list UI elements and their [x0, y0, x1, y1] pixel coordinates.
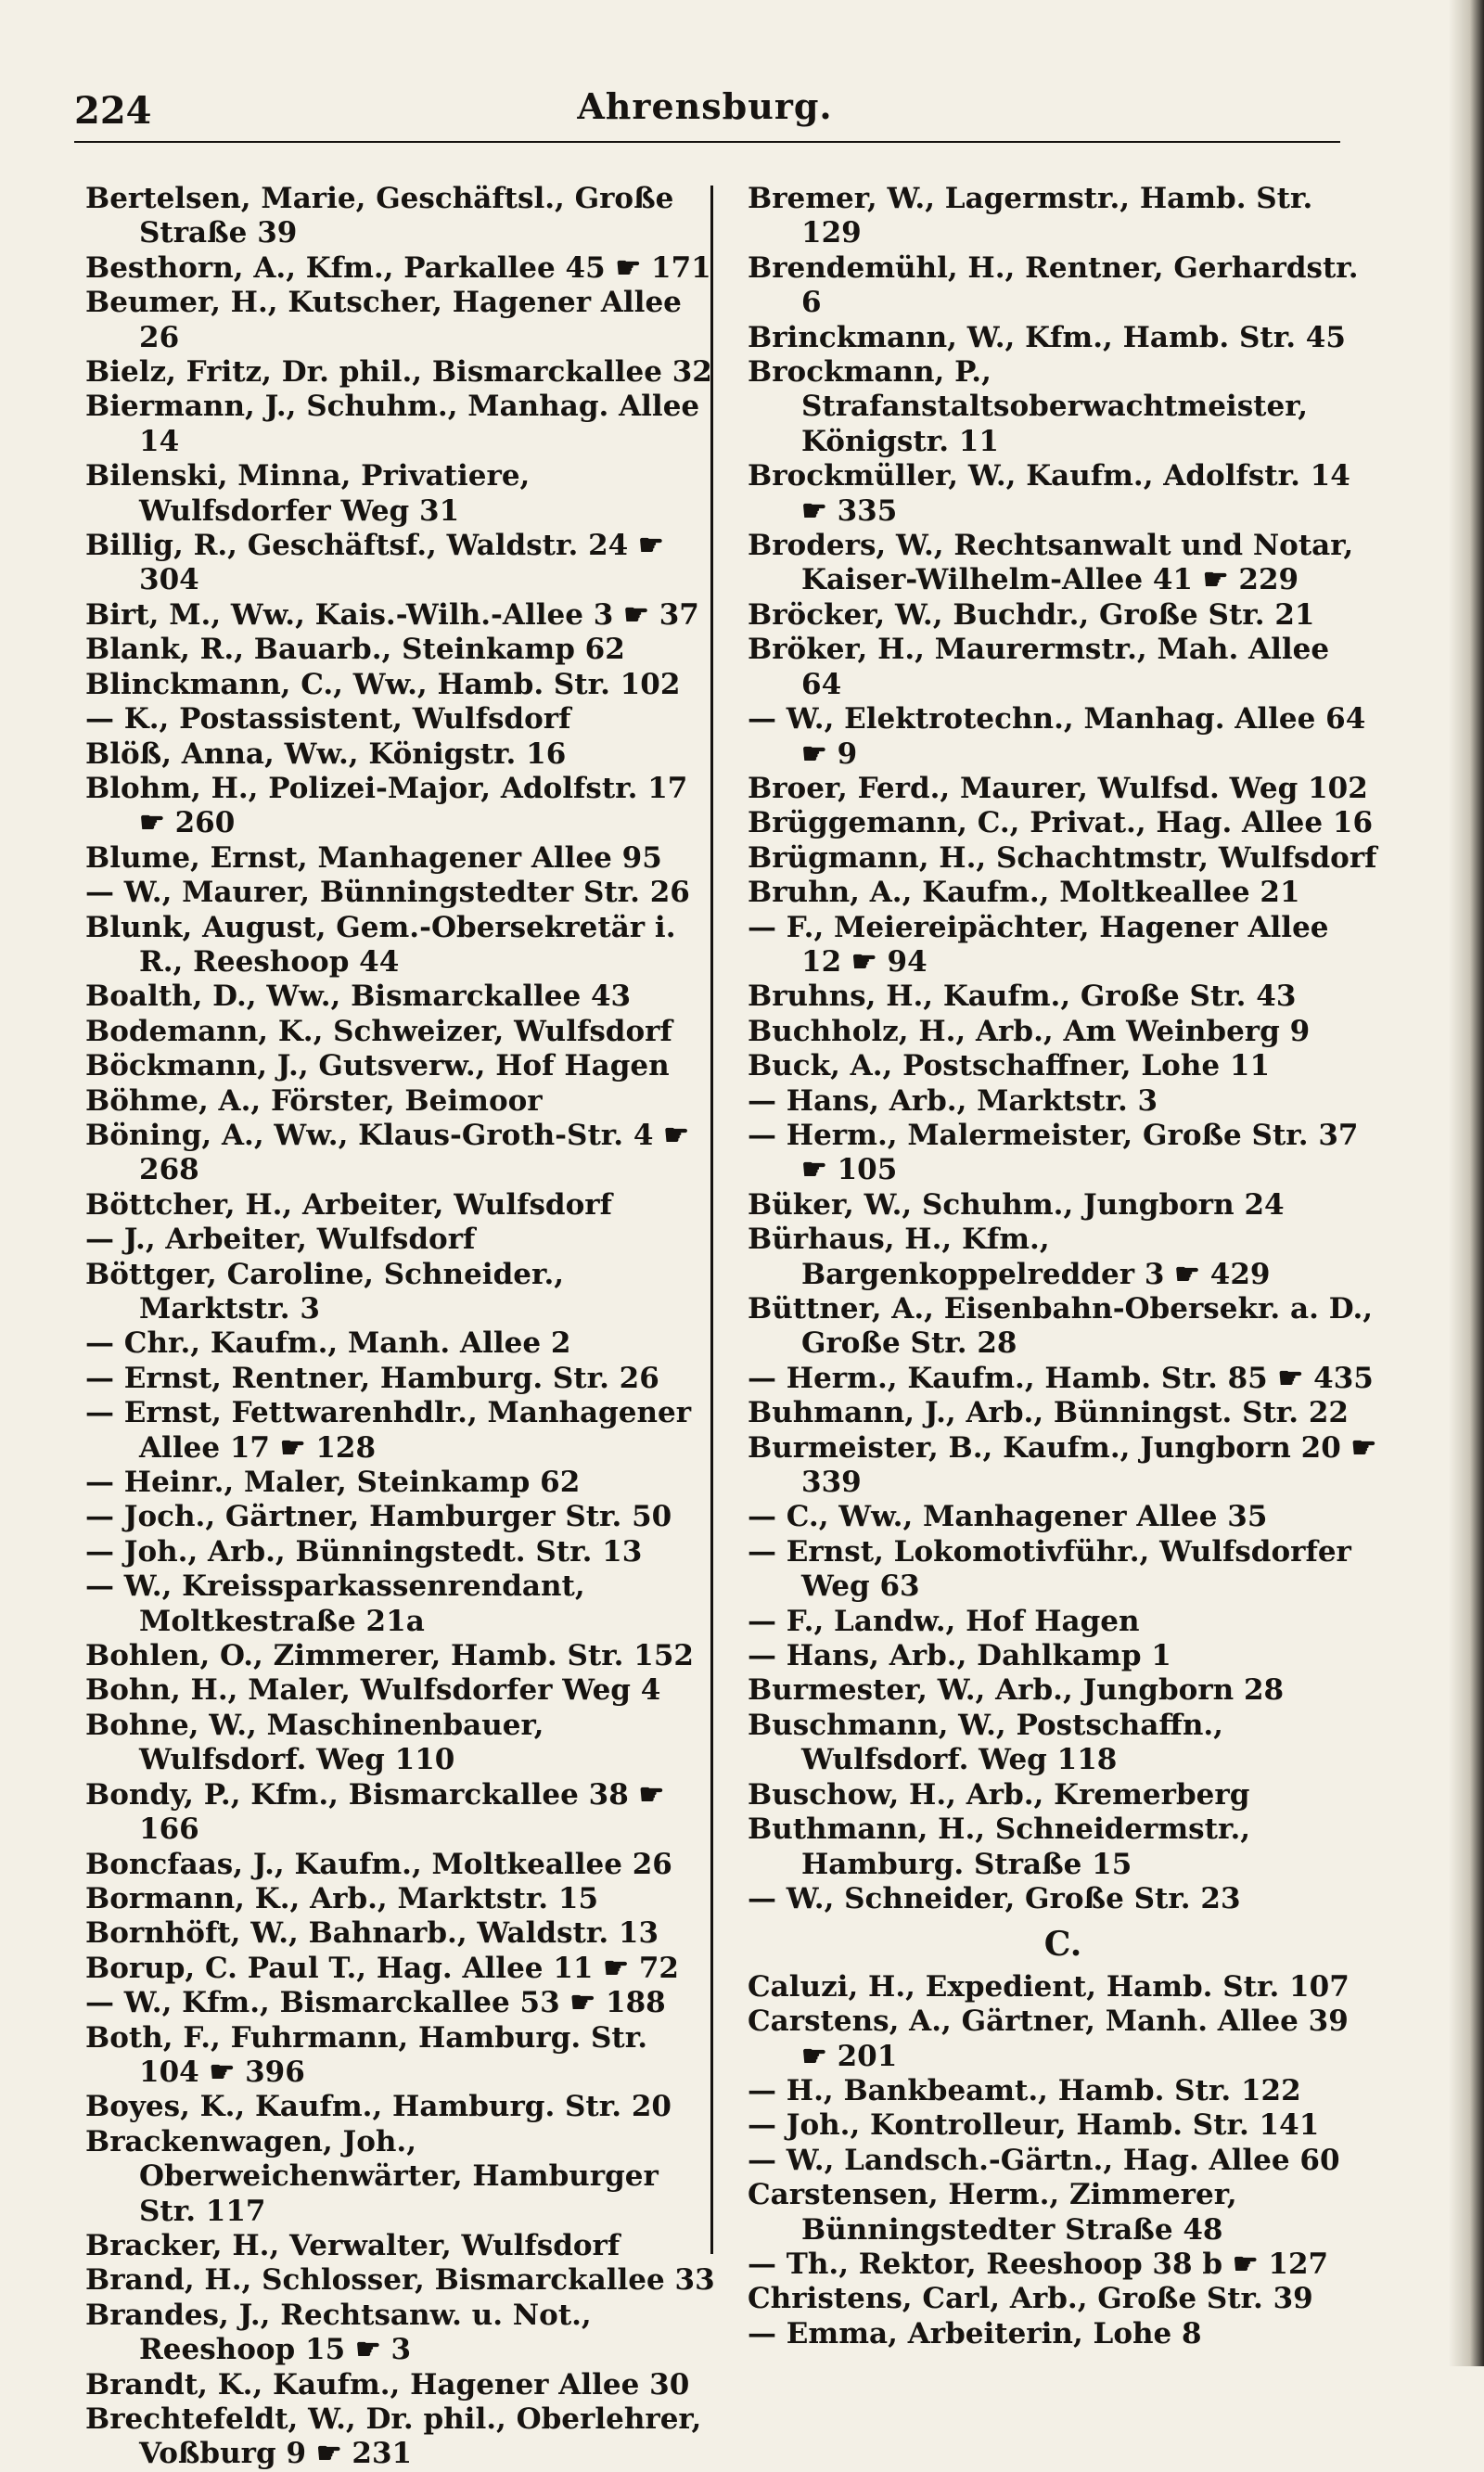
directory-entry: Blank, R., Bauarb., Steinkamp 62 — [85, 633, 625, 667]
directory-entry: — Joh., Arb., Bünningstedt. Str. 13 — [85, 1534, 643, 1569]
right-column — [748, 182, 1378, 2351]
directory-entry: Besthorn, A., Kfm., Parkallee 45 ☛ 171 — [85, 250, 711, 285]
directory-entry: Buthmann, H., Schneidermstr., Hamburg. Straße 15 — [748, 1812, 1251, 1881]
directory-entry: Brand, H., Schlosser, Bismarckallee 33 — [85, 2263, 715, 2298]
directory-entry: Bertelsen, Marie, Geschäftsl., Große Straße 39 — [85, 182, 674, 250]
section-letter: C. — [1043, 1925, 1082, 1965]
directory-entry: Birt, M., Ww., Kais.-Wilh.-Allee 3 ☛ 37 — [85, 597, 699, 632]
directory-entry: Buck, A., Postschaffner, Lohe 11 — [748, 1049, 1271, 1083]
directory-entry: Carstens, A., Gärtner, Manh. Allee 39 ☛ 201 — [748, 2004, 1349, 2073]
directory-entry: — Emma, Arbeiterin, Lohe 8 — [748, 2316, 1202, 2350]
directory-entry: Bröker, H., Maurermstr., Mah. Allee 64 — [748, 633, 1330, 701]
directory-entry: Brechtefeldt, W., Dr. phil., Oberlehrer, Voßburg 9 ☛ 231 — [85, 2402, 702, 2471]
directory-entry: Blinckmann, C., Ww., Hamb. Str. 102 — [85, 667, 681, 701]
directory-entry: Bracker, H., Verwalter, Wulfsdorf — [85, 2228, 620, 2262]
directory-entry: Brockmüller, W., Kaufm., Adolfstr. 14 ☛ 335 — [748, 459, 1350, 528]
directory-entry: Brüggemann, C., Privat., Hag. Allee 16 — [748, 806, 1374, 840]
directory-entry: — H., Bankbeamt., Hamb. Str. 122 — [748, 2073, 1301, 2107]
directory-entry: Buschow, H., Arb., Kremerberg — [748, 1777, 1250, 1812]
directory-entry: — Ernst, Fettwarenhdlr., Manhagener Allee 17 ☛ 128 — [85, 1396, 692, 1465]
directory-entry: Both, F., Fuhrmann, Hamburg. Str. 104 ☛ 396 — [85, 2020, 647, 2089]
directory-entry: — J., Arbeiter, Wulfsdorf — [85, 1223, 476, 1257]
directory-entry: Biermann, J., Schuhm., Manhag. Allee 14 — [85, 390, 700, 458]
book-spine-shadow — [1449, 0, 1484, 2366]
directory-entry: Böning, A., Ww., Klaus-Groth-Str. 4 ☛ 268 — [85, 1118, 689, 1187]
right-column-c-entries — [748, 1970, 1378, 2351]
directory-entry: Blöß, Anna, Ww., Königstr. 16 — [85, 736, 567, 771]
directory-entry: — Ernst, Lokomotivführ., Wulfsdorfer Weg 63 — [748, 1534, 1351, 1604]
directory-entry: Bruhns, H., Kaufm., Große Str. 43 — [748, 980, 1297, 1014]
directory-entry: Bodemann, K., Schweizer, Wulfsdorf — [85, 1014, 672, 1048]
directory-entry: Bornhöft, W., Bahnarb., Waldstr. 13 — [85, 1916, 659, 1951]
right-column-b-entries — [748, 182, 1378, 1916]
directory-entry: Caluzi, H., Expedient, Hamb. Str. 107 — [748, 1969, 1350, 2004]
directory-entry: Brandt, K., Kaufm., Hagener Allee 30 — [85, 2367, 690, 2402]
directory-entry: — F., Landw., Hof Hagen — [748, 1604, 1140, 1638]
directory-entry: Böckmann, J., Gutsverw., Hof Hagen — [85, 1049, 670, 1083]
directory-entry: Büker, W., Schuhm., Jungborn 24 — [748, 1187, 1285, 1222]
directory-entry: Brockmann, P., Strafanstaltsoberwachtmeister, Königstr. 11 — [748, 355, 1309, 458]
directory-entry: Bielz, Fritz, Dr. phil., Bismarckallee 32 — [85, 355, 712, 390]
directory-entry: Brinckmann, W., Kfm., Hamb. Str. 45 — [748, 320, 1346, 354]
header-rule — [74, 141, 1340, 143]
directory-entry: Burmeister, B., Kaufm., Jungborn 20 ☛ 339 — [748, 1430, 1377, 1500]
directory-entry: — Th., Rektor, Reeshoop 38 b ☛ 127 — [748, 2247, 1329, 2281]
directory-entry: Bohne, W., Maschinenbauer, Wulfsdorf. Weg 110 — [85, 1708, 544, 1777]
directory-entry: Bröcker, W., Buchdr., Große Str. 21 — [748, 597, 1315, 632]
directory-entry: Brügmann, H., Schachtmstr, Wulfsdorf — [748, 840, 1377, 875]
directory-entry: — Hans, Arb., Marktstr. 3 — [748, 1083, 1158, 1118]
directory-entry: — Hans, Arb., Dahlkamp 1 — [748, 1639, 1171, 1673]
directory-entry: — C., Ww., Manhagener Allee 35 — [748, 1500, 1268, 1534]
directory-entry: Brendemühl, H., Rentner, Gerhardstr. 6 — [748, 250, 1359, 320]
directory-entry: Bürhaus, H., Kfm., Bargenkoppelredder 3 ☛ 429 — [748, 1223, 1271, 1291]
directory-entry: Buhmann, J., Arb., Bünningst. Str. 22 — [748, 1396, 1349, 1430]
directory-entry: Böttger, Caroline, Schneider., Marktstr. 3 — [85, 1257, 565, 1326]
directory-entry: — Joch., Gärtner, Hamburger Str. 50 — [85, 1500, 672, 1534]
directory-entry: — W., Kreissparkassenrendant, Moltkestraße 21a — [85, 1569, 585, 1638]
directory-entry: — Heinr., Maler, Steinkamp 62 — [85, 1466, 581, 1500]
directory-entry: Böttcher, H., Arbeiter, Wulfsdorf — [85, 1187, 612, 1222]
directory-entry: Carstensen, Herm., Zimmerer, Bünningstedter Straße 48 — [748, 2178, 1237, 2247]
directory-entry: — Joh., Kontrolleur, Hamb. Str. 141 — [748, 2108, 1320, 2143]
directory-entry: Bohlen, O., Zimmerer, Hamb. Str. 152 — [85, 1639, 694, 1673]
directory-entry: Bondy, P., Kfm., Bismarckallee 38 ☛ 166 — [85, 1777, 665, 1847]
directory-entry: Boalth, D., Ww., Bismarckallee 43 — [85, 980, 632, 1014]
directory-entry: — Herm., Malermeister, Große Str. 37 ☛ 105 — [748, 1118, 1359, 1187]
directory-entry: Broer, Ferd., Maurer, Wulfsd. Weg 102 — [748, 771, 1368, 805]
directory-entry: Broders, W., Rechtsanwalt und Notar, Kaiser-Wilhelm-Allee 41 ☛ 229 — [748, 529, 1354, 597]
directory-entry: — F., Meiereipächter, Hagener Allee 12 ☛ 94 — [748, 910, 1329, 979]
directory-entry: Boncfaas, J., Kaufm., Moltkeallee 26 — [85, 1847, 672, 1881]
directory-entry: Böhme, A., Förster, Beimoor — [85, 1083, 543, 1118]
directory-entry: Christens, Carl, Arb., Große Str. 39 — [748, 2282, 1313, 2316]
directory-entry: — K., Postassistent, Wulfsdorf — [85, 702, 571, 736]
directory-entry: — W., Elektrotechn., Manhag. Allee 64 ☛ 9 — [748, 702, 1366, 771]
directory-entry: — Ernst, Rentner, Hamburg. Str. 26 — [85, 1361, 659, 1395]
page-number: 224 — [74, 89, 152, 133]
directory-entry: Blume, Ernst, Manhagener Allee 95 — [85, 840, 662, 875]
directory-entry: Blunk, August, Gem.-Obersekretär i. R., Reeshoop 44 — [85, 910, 676, 979]
directory-entry: — W., Maurer, Bünningstedter Str. 26 — [85, 876, 690, 910]
directory-entry: Brackenwagen, Joh., Oberweichenwärter, Hamburger Str. 117 — [85, 2124, 659, 2228]
left-column — [85, 182, 716, 2472]
directory-entry: Buchholz, H., Arb., Am Weinberg 9 — [748, 1014, 1311, 1048]
running-head: Ahrensburg. — [577, 85, 833, 127]
directory-entry: — Herm., Kaufm., Hamb. Str. 85 ☛ 435 — [748, 1361, 1374, 1395]
directory-entry: Bruhn, A., Kaufm., Moltkeallee 21 — [748, 876, 1300, 910]
directory-entry: — W., Landsch.-Gärtn., Hag. Allee 60 — [748, 2143, 1340, 2177]
directory-entry: — W., Schneider, Große Str. 23 — [748, 1881, 1241, 1915]
directory-entry: Boyes, K., Kaufm., Hamburg. Str. 20 — [85, 2090, 672, 2124]
directory-entry: Burmester, W., Arb., Jungborn 28 — [748, 1673, 1285, 1708]
directory-entry: Bormann, K., Arb., Marktstr. 15 — [85, 1881, 599, 1915]
directory-entry: Brandes, J., Rechtsanw. u. Not., Reeshoop 15 ☛ 3 — [85, 2298, 592, 2367]
directory-entry: Büttner, A., Eisenbahn-Obersekr. a. D., Große Str. 28 — [748, 1292, 1374, 1361]
directory-entry: Bremer, W., Lagermstr., Hamb. Str. 129 — [748, 182, 1313, 250]
directory-entry: Blohm, H., Polizei-Major, Adolfstr. 17 ☛ 260 — [85, 771, 688, 840]
directory-entry: Bilenski, Minna, Privatiere, Wulfsdorfer Weg 31 — [85, 459, 531, 528]
directory-entry: — Chr., Kaufm., Manh. Allee 2 — [85, 1326, 571, 1361]
directory-entry: Buschmann, W., Postschaffn., Wulfsdorf. Weg 118 — [748, 1708, 1223, 1777]
directory-entry: Billig, R., Geschäftsf., Waldstr. 24 ☛ 304 — [85, 529, 664, 597]
directory-entry: Beumer, H., Kutscher, Hagener Allee 26 — [85, 286, 682, 354]
directory-entry: Borup, C. Paul T., Hag. Allee 11 ☛ 72 — [85, 1951, 679, 1985]
directory-entry: — W., Kfm., Bismarckallee 53 ☛ 188 — [85, 1986, 666, 2020]
directory-entry: Bohn, H., Maler, Wulfsdorfer Weg 4 — [85, 1673, 661, 1708]
